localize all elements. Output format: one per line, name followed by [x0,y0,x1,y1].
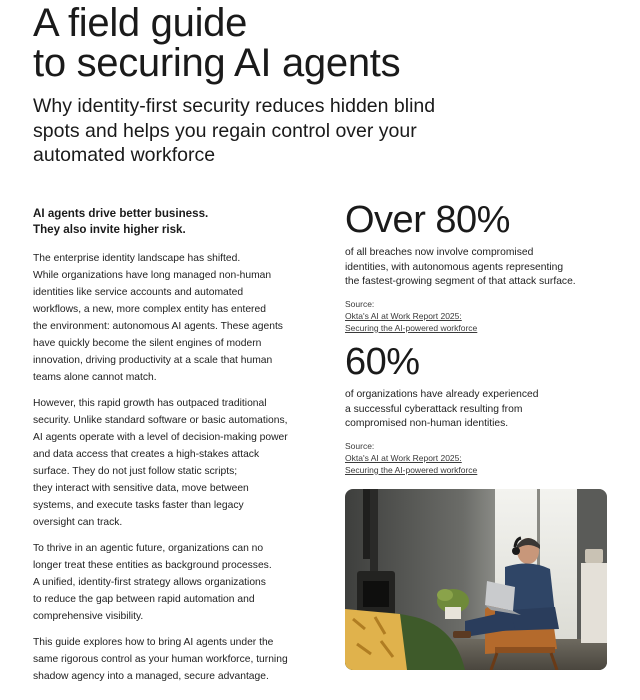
stat-value: 60% [345,341,420,383]
intro-paragraph-4 [33,634,323,685]
text-line: they interact with sensitive data, move between [33,483,249,494]
text-line: comprehensive visibility. [33,611,144,622]
text-line: longer treat these entities as background processes. [33,560,272,571]
intro-heading-line: AI agents drive better business. [33,207,209,220]
text-line: shadow agency into a managed, secure advantage. [33,671,269,682]
stat-description [345,388,615,432]
subtitle-line: Why identity-first security reduces hidden blind [33,95,436,117]
text-line: security. Unlike standard software or basic automations, [33,415,288,426]
subtitle-line: spots and helps you regain control over your [33,119,417,142]
stat-description [345,246,615,290]
source-link[interactable]: Securing the AI-powered workforce [345,322,478,333]
title-line: to securing AI agents [33,41,401,85]
text-line: of organizations have already experienced [345,389,539,400]
stat-value: Over 80% [345,199,510,241]
text-line: However, this rapid growth has outpaced traditional [33,398,267,409]
text-line: AI agents operate with a level of decision-making power [33,432,288,443]
text-line: have quickly become the silent engines of modern [33,338,262,349]
source-label: Source: [345,298,375,309]
text-line: compromised non-human identities. [345,418,509,429]
intro-paragraph-1 [33,250,323,386]
text-line: To thrive in an agentic future, organizations can no [33,543,264,554]
text-line: innovation, driving productivity at a scale that human [33,355,273,366]
source-link[interactable]: Okta's AI at Work Report 2025: [345,452,462,463]
document-subtitle [33,94,503,168]
text-line: The enterprise identity landscape has shifted. [33,253,241,264]
stat-source [345,298,615,334]
text-line: workflows, a new, more complex entity has entered [33,304,266,315]
photo-man-with-laptop [345,489,607,670]
stat-source [345,440,615,476]
photo-illustration [345,489,607,670]
text-line: the environment: autonomous AI agents. These agents [33,321,283,332]
source-link[interactable]: Securing the AI-powered workforce [345,464,478,475]
text-line: to reduce the gap between rapid automation and [33,594,255,605]
subtitle-line: automated workforce [33,144,216,166]
intro-paragraph-3 [33,540,323,625]
source-label: Source: [345,440,375,451]
intro-heading [33,206,323,238]
stat-block-cyberattack [345,340,615,476]
text-line: and data access that creates a high-stakes attack [33,449,260,460]
stat-block-breaches [345,198,615,334]
document-title [33,3,633,83]
intro-heading-line: They also invite higher risk. [33,223,186,236]
source-link[interactable]: Okta's AI at Work Report 2025: [345,310,462,321]
title-line: A field guide [33,1,248,45]
text-line: systems, and execute tasks faster than legacy [33,500,244,511]
text-line: identities, with autonomous agents representing [345,261,564,273]
text-line: While organizations have long managed non-human [33,270,272,281]
text-line: oversight can track. [33,517,123,528]
text-line: of all breaches now involve compromised [345,247,534,258]
text-line: teams alone cannot match. [33,372,157,383]
text-line: surface. They do not just follow static scripts; [33,466,238,477]
text-line: the fastest-growing segment of that attack surface. [345,276,576,287]
text-line: A unified, identity-first strategy allows organizations [33,577,266,588]
text-line: same rigorous control as your human workforce, turning [33,654,288,665]
intro-paragraph-2 [33,395,323,531]
text-line: a successful cyberattack resulting from [345,403,523,415]
text-line: This guide explores how to bring AI agents under the [33,637,274,648]
text-line: identities like service accounts and automated [33,287,244,298]
intro-column [33,206,323,694]
